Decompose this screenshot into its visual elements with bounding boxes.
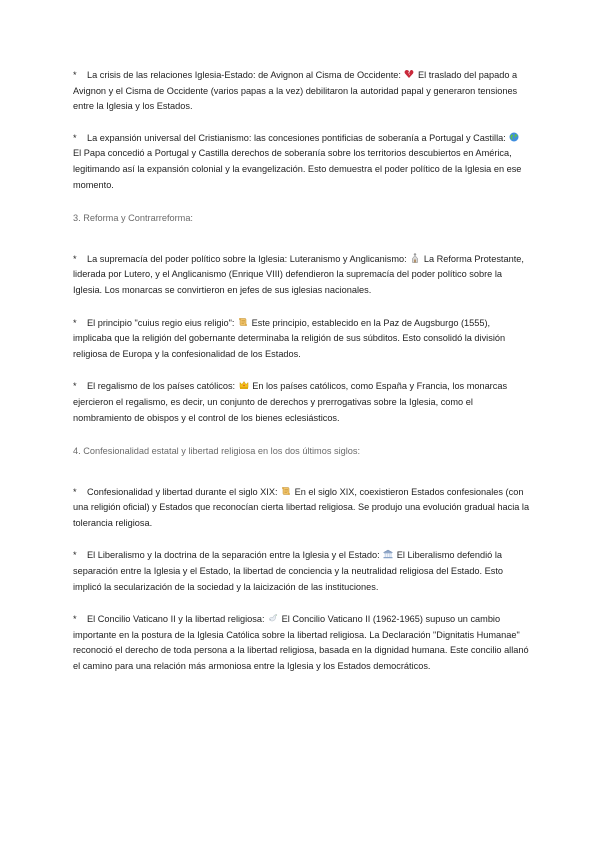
church-icon	[410, 253, 420, 263]
classical-building-icon	[383, 549, 393, 559]
paragraph-expansion	[73, 131, 531, 193]
bullet-marker: *	[73, 132, 77, 143]
paragraph-lead: El regalismo de los países católicos:	[87, 381, 236, 392]
paragraph-regalismo	[73, 379, 531, 426]
bullet-marker: *	[73, 614, 77, 625]
bullet-marker: *	[73, 70, 77, 80]
paragraph-cuius-regio	[73, 316, 531, 363]
paragraph-body: En los países católicos, como España y Francia, los monarcas ejercieron el regalismo, es decir, un conjunto de derechos y prerrogativas sobre la Iglesia, como el nombramiento de obispos y el control de los bienes eclesiásticos.	[73, 381, 508, 423]
paragraph-body: Este principio, establecido en la Paz de Augsburgo (1555), implicaba que la religión del gobernante determinaba la religión de sus súbditos. Esto consolidó la división religiosa de Europa y la confesionalidad de los Estados.	[73, 317, 506, 359]
dove-icon	[268, 613, 278, 623]
paragraph-lead: El Liberalismo y la doctrina de la separación entre la Iglesia y el Estado:	[87, 550, 380, 561]
bullet-marker: *	[73, 486, 77, 497]
paragraph-lead: Confesionalidad y libertad durante el siglo XIX:	[87, 486, 278, 497]
paragraph-supremacia	[73, 252, 531, 299]
scroll-icon	[281, 486, 291, 496]
paragraph-lead: La supremacía del poder político sobre la Iglesia: Luteranismo y Anglicanismo:	[87, 253, 407, 264]
paragraph-lead: La crisis de las relaciones Iglesia-Estado: de Avignon al Cisma de Occidente:	[87, 70, 401, 80]
scroll-icon	[238, 317, 248, 327]
paragraph-lead: El Concilio Vaticano II y la libertad religiosa:	[87, 614, 265, 625]
broken-heart-icon	[404, 69, 414, 79]
paragraph-body: El Papa concedió a Portugal y Castilla derechos de soberanía sobre los territorios descubiertos en América, legitimando así la expansión colonial y la evangelización. Esto demuestra el poder político de la Iglesia en ese momento.	[73, 148, 522, 190]
paragraph-lead: La expansión universal del Cristianismo: las concesiones pontificias de soberanía a Portugal y Castilla:	[87, 132, 506, 143]
bullet-marker: *	[73, 317, 77, 328]
paragraph-body: El Liberalismo defendió la separación entre la Iglesia y el Estado, la libertad de conciencia y la neutralidad religiosa del Estado. Esto implicó la secularización de la sociedad y la laicización de las instituciones.	[73, 550, 504, 592]
globe-icon	[509, 132, 519, 142]
paragraph-body: En el siglo XIX, coexistieron Estados confesionales (con una religión oficial) y Estados que reconocían cierta libertad religiosa. Se produjo una evolución gradual hacia la tolerancia religiosa.	[73, 486, 530, 528]
paragraph-avignon	[73, 68, 531, 115]
crown-icon	[239, 380, 249, 390]
paragraph-body: La Reforma Protestante, liderada por Lutero, y el Anglicanismo (Enrique VIII) defendieron la supremacía del poder político sobre la Iglesia. Los monarcas se convirtieron en jefes de sus iglesias nacionales.	[73, 253, 524, 295]
paragraph-lead: El principio "cuius regio eius religio":	[87, 317, 235, 328]
section-heading-reforma: 3. Reforma y Contrarreforma:	[73, 213, 193, 224]
paragraph-siglo-xix	[73, 485, 531, 532]
bullet-marker: *	[73, 550, 77, 561]
bullet-marker: *	[73, 253, 77, 264]
paragraph-body: El Concilio Vaticano II (1962-1965) supuso un cambio importante en la postura de la Iglesia Católica sobre la libertad religiosa. La Declaración "Dignitatis Humanae" reconoció el derecho de toda persona a la libertad religiosa, basada en la dignidad humana. Este concilio allanó el camino para una relación más armoniosa entre la Iglesia y los Estados democráticos.	[73, 614, 529, 672]
section-heading-confesionalidad: 4. Confesionalidad estatal y libertad religiosa en los dos últimos siglos:	[73, 446, 361, 457]
paragraph-liberalismo	[73, 548, 531, 595]
paragraph-body: El traslado del papado a Avignon y el Cisma de Occidente (varios papas a la vez) debilitaron la autoridad papal y generaron tensiones entre la Iglesia y los Estados.	[73, 70, 518, 112]
bullet-marker: *	[73, 381, 77, 392]
paragraph-vaticano	[73, 612, 531, 674]
document-body	[73, 68, 531, 675]
